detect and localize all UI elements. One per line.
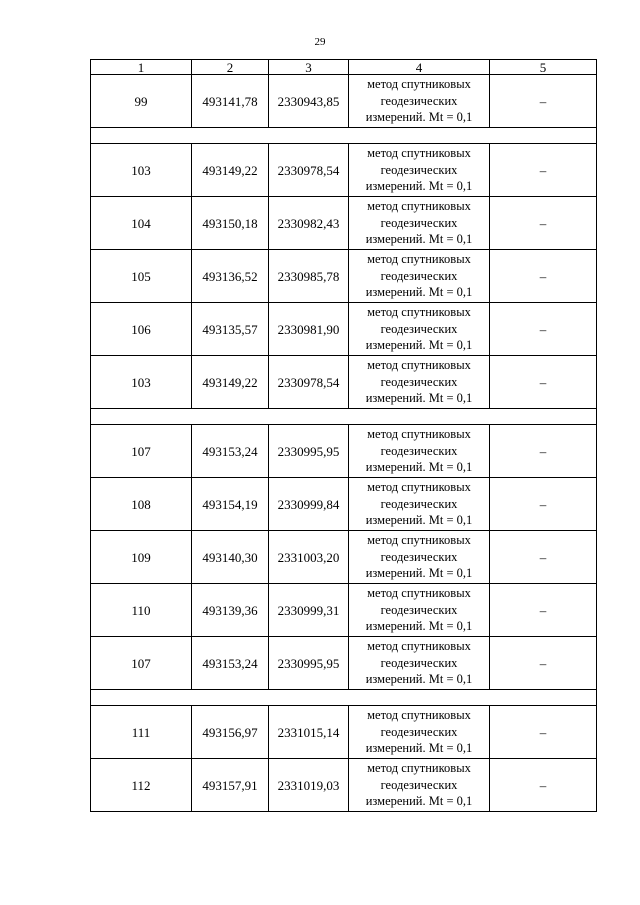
method-line: метод спутниковых [367,427,471,442]
method-line: метод спутниковых [367,761,471,776]
method-line: измерений. Mt = 0,1 [365,179,473,194]
group-separator-row [91,690,597,706]
x-coordinate-cell: 493150,18 [192,197,269,250]
header-col-2: 2 [192,60,269,75]
method-line: геодезических [380,162,458,177]
x-coordinate-cell: 493153,24 [192,425,269,478]
method-cell [349,425,490,478]
y-coordinate-cell: 2331019,03 [269,759,349,812]
method-line: метод спутниковых [367,77,471,92]
note-cell: – [490,303,597,356]
note-cell: – [490,584,597,637]
method-line: метод спутниковых [367,252,471,267]
x-coordinate-cell: 493149,22 [192,356,269,409]
group-separator-row [91,128,597,144]
x-coordinate-cell: 493141,78 [192,75,269,128]
method-line: геодезических [380,321,458,336]
header-col-5: 5 [490,60,597,75]
method-line: измерений. Mt = 0,1 [365,110,473,125]
method-cell [349,144,490,197]
method-cell [349,303,490,356]
x-coordinate-cell: 493139,36 [192,584,269,637]
method-line: геодезических [380,549,458,564]
method-line: измерений. Mt = 0,1 [365,391,473,406]
y-coordinate-cell: 2330999,31 [269,584,349,637]
method-line: геодезических [380,443,458,458]
note-cell: – [490,425,597,478]
y-coordinate-cell: 2330985,78 [269,250,349,303]
note-cell: – [490,144,597,197]
method-line: метод спутниковых [367,533,471,548]
method-cell [349,478,490,531]
table-row [91,425,597,478]
point-number-cell: 99 [91,75,192,128]
note-cell: – [490,197,597,250]
x-coordinate-cell: 493153,24 [192,637,269,690]
table-row [91,759,597,812]
point-number-cell: 107 [91,637,192,690]
table-row [91,706,597,759]
method-line: измерений. Mt = 0,1 [365,566,473,581]
method-cell [349,197,490,250]
y-coordinate-cell: 2330999,84 [269,478,349,531]
group-separator-row [91,409,597,425]
method-line: метод спутниковых [367,358,471,373]
note-cell: – [490,478,597,531]
y-coordinate-cell: 2330978,54 [269,144,349,197]
x-coordinate-cell: 493136,52 [192,250,269,303]
note-cell: – [490,250,597,303]
x-coordinate-cell: 493157,91 [192,759,269,812]
method-line: геодезических [380,374,458,389]
method-line: метод спутниковых [367,305,471,320]
y-coordinate-cell: 2331003,20 [269,531,349,584]
method-cell [349,759,490,812]
method-cell [349,75,490,128]
method-cell [349,250,490,303]
method-cell [349,356,490,409]
header-col-4: 4 [349,60,490,75]
method-line: метод спутниковых [367,708,471,723]
method-line: измерений. Mt = 0,1 [365,672,473,687]
y-coordinate-cell: 2330978,54 [269,356,349,409]
point-number-cell: 112 [91,759,192,812]
method-cell [349,531,490,584]
separator-cell [91,128,597,144]
table-row [91,531,597,584]
point-number-cell: 103 [91,356,192,409]
method-cell [349,706,490,759]
method-line: метод спутниковых [367,199,471,214]
y-coordinate-cell: 2330995,95 [269,425,349,478]
header-col-1: 1 [91,60,192,75]
page-number: 29 [314,36,326,48]
method-line: геодезических [380,602,458,617]
point-number-cell: 104 [91,197,192,250]
table-row [91,637,597,690]
y-coordinate-cell: 2330981,90 [269,303,349,356]
x-coordinate-cell: 493149,22 [192,144,269,197]
method-line: геодезических [380,496,458,511]
method-cell [349,637,490,690]
method-line: измерений. Mt = 0,1 [365,741,473,756]
separator-cell [91,409,597,425]
x-coordinate-cell: 493154,19 [192,478,269,531]
method-line: измерений. Mt = 0,1 [365,619,473,634]
note-cell: – [490,75,597,128]
table-row [91,584,597,637]
point-number-cell: 106 [91,303,192,356]
method-line: геодезических [380,93,458,108]
point-number-cell: 103 [91,144,192,197]
header-col-3: 3 [269,60,349,75]
y-coordinate-cell: 2330943,85 [269,75,349,128]
note-cell: – [490,759,597,812]
method-line: метод спутниковых [367,586,471,601]
method-line: геодезических [380,777,458,792]
coordinates-table [90,59,597,812]
y-coordinate-cell: 2330995,95 [269,637,349,690]
point-number-cell: 107 [91,425,192,478]
table-row [91,356,597,409]
method-line: измерений. Mt = 0,1 [365,285,473,300]
x-coordinate-cell: 493140,30 [192,531,269,584]
method-line: геодезических [380,655,458,670]
point-number-cell: 111 [91,706,192,759]
point-number-cell: 108 [91,478,192,531]
table-row [91,478,597,531]
x-coordinate-cell: 493156,97 [192,706,269,759]
method-line: геодезических [380,215,458,230]
method-line: геодезических [380,268,458,283]
point-number-cell: 105 [91,250,192,303]
table-row [91,303,597,356]
point-number-cell: 110 [91,584,192,637]
note-cell: – [490,531,597,584]
note-cell: – [490,637,597,690]
method-line: метод спутниковых [367,480,471,495]
method-line: измерений. Mt = 0,1 [365,338,473,353]
table-row [91,197,597,250]
method-line: геодезических [380,724,458,739]
method-line: измерений. Mt = 0,1 [365,513,473,528]
separator-cell [91,690,597,706]
point-number-cell: 109 [91,531,192,584]
table-row [91,250,597,303]
table-row [91,75,597,128]
method-line: измерений. Mt = 0,1 [365,460,473,475]
note-cell: – [490,706,597,759]
method-cell [349,584,490,637]
method-line: измерений. Mt = 0,1 [365,794,473,809]
note-cell: – [490,356,597,409]
x-coordinate-cell: 493135,57 [192,303,269,356]
method-line: метод спутниковых [367,639,471,654]
table-header-row [91,60,597,75]
method-line: метод спутниковых [367,146,471,161]
y-coordinate-cell: 2331015,14 [269,706,349,759]
y-coordinate-cell: 2330982,43 [269,197,349,250]
table-body [91,75,597,812]
table-row [91,144,597,197]
method-line: измерений. Mt = 0,1 [365,232,473,247]
